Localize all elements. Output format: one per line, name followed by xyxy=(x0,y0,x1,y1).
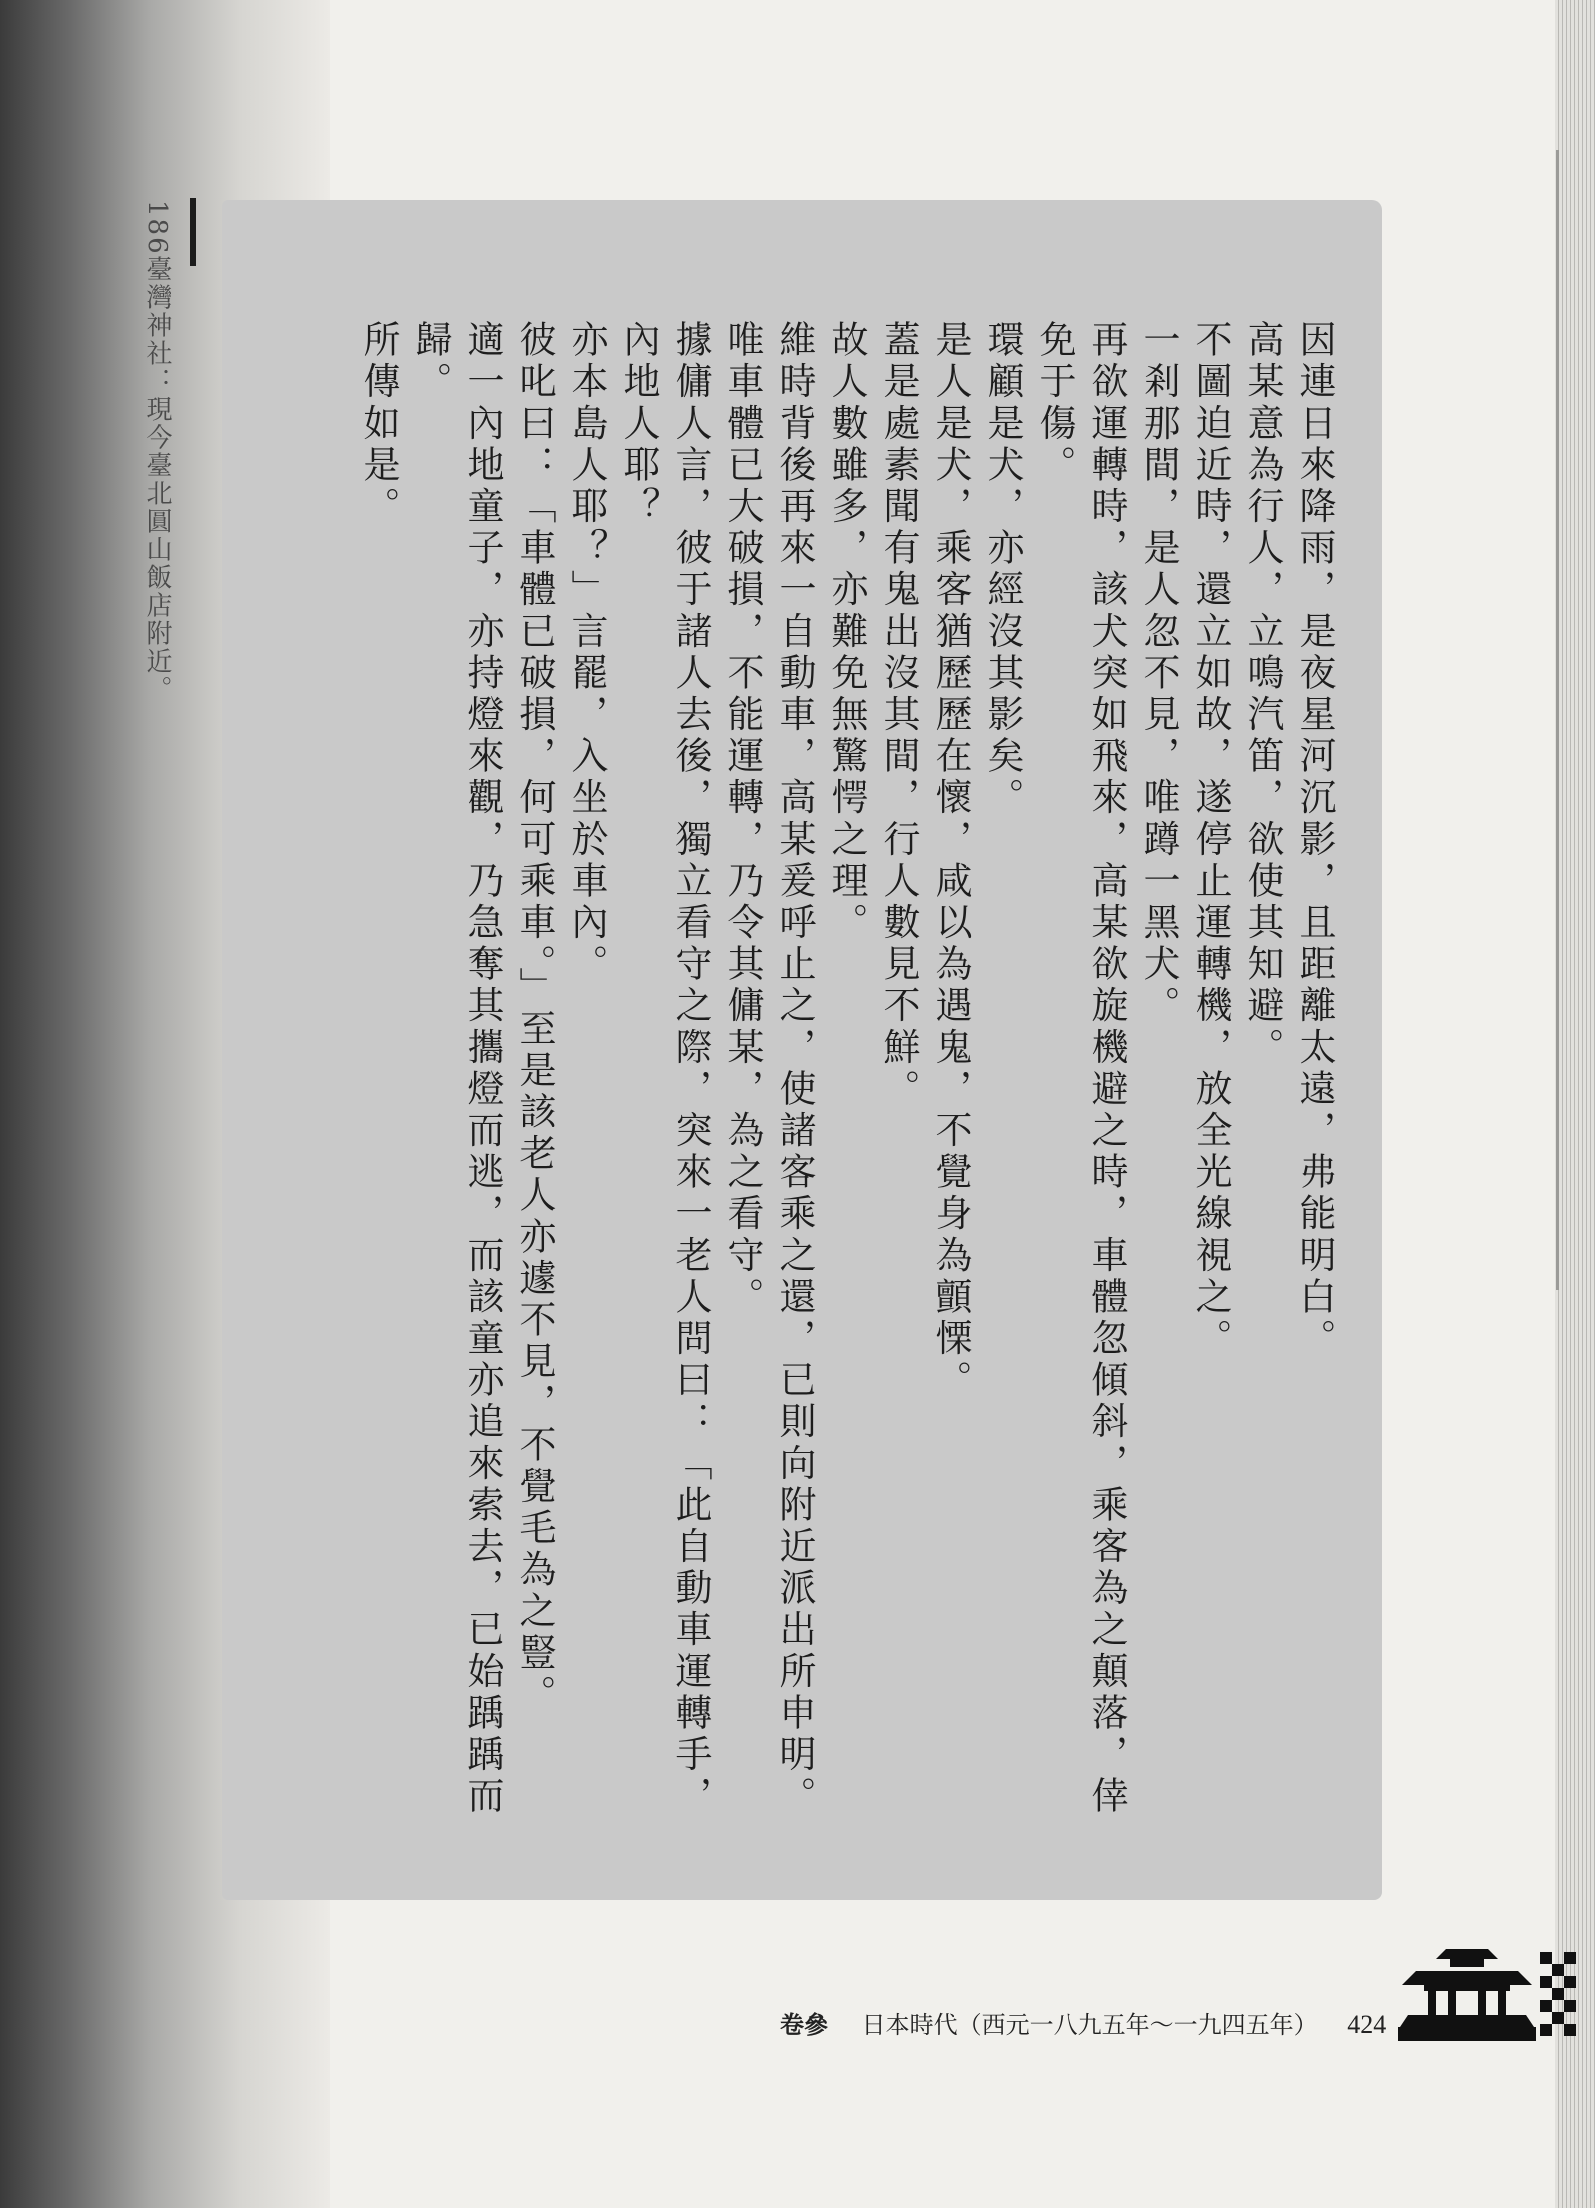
text-line: 蓋是處素聞有鬼出沒其間，行人數見不鮮。 xyxy=(877,320,920,1111)
text-line: 環顧是犬，亦經沒其影矣。 xyxy=(981,320,1024,820)
text-line: 故人數雖多，亦難免無驚愕之理。 xyxy=(825,320,868,944)
text-line: 不圖迫近時，還立如故，遂停止運轉機，放全光線視之。 xyxy=(1189,320,1232,1360)
side-rule xyxy=(190,198,196,266)
text-line: 再欲運轉時，該犬突如飛來，高某欲旋機避之時，車體忽傾斜，乘客為之顛落，倖免于傷。 xyxy=(1033,320,1128,1818)
right-rule xyxy=(1556,150,1559,1290)
text-line: 彼叱曰：「車體已破損，何可乘車。」至是該老人亦遽不見，不覺毛為之豎。 xyxy=(513,320,556,1716)
temple-building-icon xyxy=(1398,1945,1536,2041)
checker-pattern-icon xyxy=(1540,1952,1576,2042)
side-caption: 186臺灣神社：現今臺北圓山飯店附近。 xyxy=(142,200,172,704)
text-line: 據傭人言，彼于諸人去後，獨立看守之際，突來一老人問曰：「此自動車運轉手，內地人耶？ xyxy=(617,320,712,1818)
text-line: 高某意為行人，立鳴汽笛，欲使其知避。 xyxy=(1241,320,1284,1069)
text-line: 所傳如是。 xyxy=(357,320,400,528)
text-line: 因連日來降雨，是夜星河沉影，且距離太遠，弗能明白。 xyxy=(1293,320,1336,1360)
text-line: 是人是犬，乘客猶歷歷在懷，咸以為遇鬼，不覺身為顫慄。 xyxy=(929,320,972,1402)
text-line: 亦本島人耶？」言罷，入坐於車內。 xyxy=(565,320,608,986)
page-footer xyxy=(780,2005,1386,2040)
text-line: 維時背後再來一自動車，高某爰呼止之，使諸客乘之還，已則向附近派出所申明。 xyxy=(773,320,816,1818)
text-line: 一剎那間，是人忽不見，唯蹲一黑犬。 xyxy=(1137,320,1180,1028)
footer-era: 日本時代（西元一八九五年～一九四五年） xyxy=(861,2011,1318,2039)
page-edges xyxy=(1555,0,1595,2208)
page-number: 424 xyxy=(1347,2010,1387,2039)
text-line: 唯車體已大破損，不能運轉，乃令其傭某，為之看守。 xyxy=(721,320,764,1319)
text-box xyxy=(222,200,1382,1900)
vertical-text-body xyxy=(352,320,1340,1840)
text-line: 適一內地童子，亦持燈來觀，乃急奪其攜燈而逃，而該童亦追來索去，已始踽踽而歸。 xyxy=(409,320,504,1818)
footer-volume: 卷參 xyxy=(780,2010,828,2039)
